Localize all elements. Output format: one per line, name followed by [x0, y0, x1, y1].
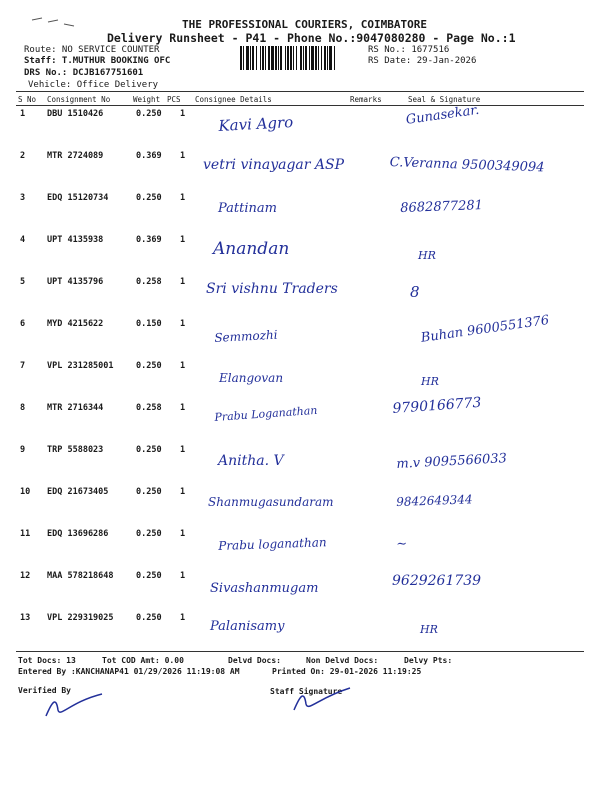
barcode-bar — [246, 46, 249, 70]
row-seal-signature: Buhan 9600551376 — [420, 313, 551, 346]
total-docs: Tot Docs: 13 — [18, 656, 76, 665]
row-sno: 7 — [20, 361, 26, 371]
row-consignee-handwritten: Elangovan — [219, 371, 284, 385]
row-sno: 8 — [20, 403, 26, 413]
barcode-bar — [324, 46, 326, 70]
row-pcs: 1 — [180, 571, 186, 581]
barcode-bar — [327, 46, 328, 70]
barcode-bar — [315, 46, 317, 70]
table-row — [0, 611, 600, 651]
rs-date: RS Date: 29-Jan-2026 — [368, 56, 477, 66]
table-row — [0, 527, 600, 567]
barcode-bar — [300, 46, 302, 70]
row-seal-signature: m.v 9095566033 — [396, 451, 508, 472]
row-seal-signature: HR — [420, 623, 438, 636]
table-row — [0, 102, 600, 147]
row-consignment-no: MYD 4215622 — [47, 319, 104, 329]
row-pcs: 1 — [180, 613, 186, 623]
row-consignee-handwritten: Sivashanmugam — [210, 581, 319, 596]
delivered-docs: Delvd Docs: — [228, 656, 281, 665]
row-pcs: 1 — [180, 529, 186, 539]
table-row — [0, 275, 600, 315]
row-pcs: 1 — [180, 361, 186, 371]
barcode-bar — [311, 46, 314, 70]
barcode-bar — [271, 46, 274, 70]
row-sno: 9 — [20, 445, 26, 455]
row-weight: 0.258 — [136, 403, 162, 413]
barcode-bar — [275, 46, 277, 70]
table-row — [0, 394, 600, 441]
barcode-bar — [262, 46, 264, 70]
row-weight: 0.250 — [136, 571, 162, 581]
delivery-points: Delvy Pts: — [404, 656, 453, 665]
row-consignee-handwritten: Kavi Agro — [218, 113, 294, 135]
barcode-bar — [287, 46, 289, 70]
barcode-bar — [318, 46, 319, 70]
barcode-bar — [280, 46, 282, 70]
row-consignee-handwritten: Pattinam — [218, 201, 277, 216]
barcode-bar — [252, 46, 254, 70]
row-weight: 0.250 — [136, 109, 162, 119]
col-weight-header: Weight — [133, 95, 161, 104]
row-consignee-handwritten: Semmozhi — [214, 327, 278, 345]
row-weight: 0.250 — [136, 487, 162, 497]
row-consignment-no: EDQ 21673405 — [47, 487, 109, 497]
barcode-bar — [305, 46, 307, 70]
row-pcs: 1 — [180, 277, 186, 287]
row-consignment-no: UPT 4135796 — [47, 277, 104, 287]
staff-signature-label: Staff Signature — [270, 687, 343, 696]
row-weight: 0.369 — [136, 151, 162, 161]
row-consignee-handwritten: Prabu Loganathan — [214, 403, 318, 424]
row-seal-signature: ~ — [396, 536, 408, 552]
row-sno: 5 — [20, 277, 26, 287]
col-seal-header: Seal & Signature — [408, 95, 481, 104]
barcode-image — [238, 46, 366, 70]
route-label: Route: NO SERVICE COUNTER — [24, 45, 160, 55]
row-seal-signature: HR — [421, 375, 439, 388]
col-sno-header: S No — [18, 95, 37, 104]
staff-signature — [290, 684, 360, 716]
verified-signature — [40, 692, 110, 722]
barcode-bar — [278, 46, 279, 70]
row-consignment-no: MAA 578218648 — [47, 571, 114, 581]
row-weight: 0.250 — [136, 529, 162, 539]
barcode-bar — [290, 46, 292, 70]
row-consignment-no: EDQ 15120734 — [47, 193, 109, 203]
row-consignment-no: UPT 4135938 — [47, 235, 104, 245]
row-sno: 12 — [20, 571, 31, 581]
table-row — [0, 485, 600, 525]
row-weight: 0.250 — [136, 193, 162, 203]
row-consignee-handwritten: vetri vinayagar ASP — [203, 157, 345, 173]
row-consignee-handwritten: Anandan — [213, 239, 290, 259]
col-remarks-header: Remarks — [350, 95, 382, 104]
row-sno: 2 — [20, 151, 26, 161]
row-pcs: 1 — [180, 193, 186, 203]
corner-scribble — [30, 14, 80, 28]
row-pcs: 1 — [180, 235, 186, 245]
barcode-bar — [243, 46, 244, 70]
col-pcs-header: PCS — [167, 95, 181, 104]
row-weight: 0.369 — [136, 235, 162, 245]
row-consignee-handwritten: Sri vishnu Traders — [206, 281, 338, 297]
row-seal-signature: C.Veranna 9500349094 — [389, 155, 545, 176]
row-pcs: 1 — [180, 151, 186, 161]
row-consignment-no: VPL 231285001 — [47, 361, 114, 371]
table-top-rule — [16, 91, 584, 92]
rs-number: RS No.: 1677516 — [368, 45, 450, 55]
col-consignment-header: Consignment No — [47, 95, 111, 104]
table-row — [0, 149, 600, 189]
table-row — [0, 443, 600, 483]
runsheet-title: Delivery Runsheet - P41 - Phone No.:9047080280 - Page No.:1 — [107, 31, 516, 45]
row-consignment-no: TRP 5588023 — [47, 445, 104, 455]
row-consignee-handwritten: Palanisamy — [210, 619, 285, 634]
barcode-bar — [309, 46, 310, 70]
barcode-bar — [293, 46, 294, 70]
barcode-bar — [285, 46, 286, 70]
row-consignee-handwritten: Shanmugasundaram — [208, 495, 334, 509]
table-row — [0, 233, 600, 273]
barcode-bar — [268, 46, 270, 70]
row-consignee-handwritten: Prabu loganathan — [218, 535, 327, 553]
row-consignment-no: EDQ 13696286 — [47, 529, 109, 539]
table-bottom-rule — [16, 651, 584, 652]
row-seal-signature: 9629261739 — [392, 573, 482, 589]
row-seal-signature: Gunasekar. — [405, 102, 481, 128]
row-sno: 4 — [20, 235, 26, 245]
row-seal-signature: 9842649344 — [396, 492, 473, 509]
table-row — [0, 569, 600, 609]
col-consignee-header: Consignee Details — [195, 95, 272, 104]
vehicle-label: Vehicle: Office Delivery — [28, 80, 159, 90]
row-sno: 13 — [20, 613, 31, 623]
row-consignment-no: DBU 1510426 — [47, 109, 104, 119]
company-name: THE PROFESSIONAL COURIERS, COIMBATORE — [182, 18, 428, 31]
row-pcs: 1 — [180, 445, 186, 455]
row-sno: 6 — [20, 319, 26, 329]
row-seal-signature: HR — [418, 249, 436, 262]
row-sno: 10 — [20, 487, 31, 497]
staff-label: Staff: T.MUTHUR BOOKING OFC — [24, 56, 171, 66]
row-consignment-no: VPL 229319025 — [47, 613, 114, 623]
row-consignment-no: MTR 2716344 — [47, 403, 104, 413]
table-row — [0, 359, 600, 399]
table-row — [0, 313, 600, 357]
barcode-bar — [256, 46, 257, 70]
barcode-bar — [329, 46, 332, 70]
row-pcs: 1 — [180, 403, 186, 413]
barcode-bar — [240, 46, 242, 70]
drs-number: DRS No.: DCJB167751601 — [24, 68, 144, 78]
row-sno: 3 — [20, 193, 26, 203]
barcode-bar — [265, 46, 266, 70]
barcode-bar — [260, 46, 261, 70]
table-row — [0, 191, 600, 231]
total-cod-amount: Tot COD Amt: 0.00 — [102, 656, 184, 665]
row-weight: 0.258 — [136, 277, 162, 287]
table-header-rule — [16, 105, 584, 106]
row-pcs: 1 — [180, 487, 186, 497]
row-weight: 0.250 — [136, 361, 162, 371]
entered-by: Entered By :KANCHANAP41 01/29/2026 11:19:08 AM — [18, 667, 240, 676]
barcode-bar — [250, 46, 251, 70]
barcode-bar — [321, 46, 322, 70]
barcode-bar — [296, 46, 297, 70]
row-consignment-no: MTR 2724089 — [47, 151, 104, 161]
row-sno: 11 — [20, 529, 31, 539]
barcode-bar — [334, 46, 335, 70]
row-seal-signature: 9790166773 — [392, 394, 482, 417]
row-weight: 0.250 — [136, 445, 162, 455]
printed-on: Printed On: 29-01-2026 11:19:25 — [272, 667, 422, 676]
non-delivered-docs: Non Delvd Docs: — [306, 656, 379, 665]
verified-by-label: Verified By — [18, 686, 71, 695]
row-consignee-handwritten: Anitha. V — [218, 453, 284, 469]
barcode-bar — [303, 46, 304, 70]
row-pcs: 1 — [180, 109, 186, 119]
row-sno: 1 — [20, 109, 26, 119]
row-seal-signature: 8 — [410, 283, 420, 301]
row-pcs: 1 — [180, 319, 186, 329]
row-weight: 0.250 — [136, 613, 162, 623]
row-weight: 0.150 — [136, 319, 162, 329]
row-seal-signature: 8682877281 — [400, 198, 484, 216]
